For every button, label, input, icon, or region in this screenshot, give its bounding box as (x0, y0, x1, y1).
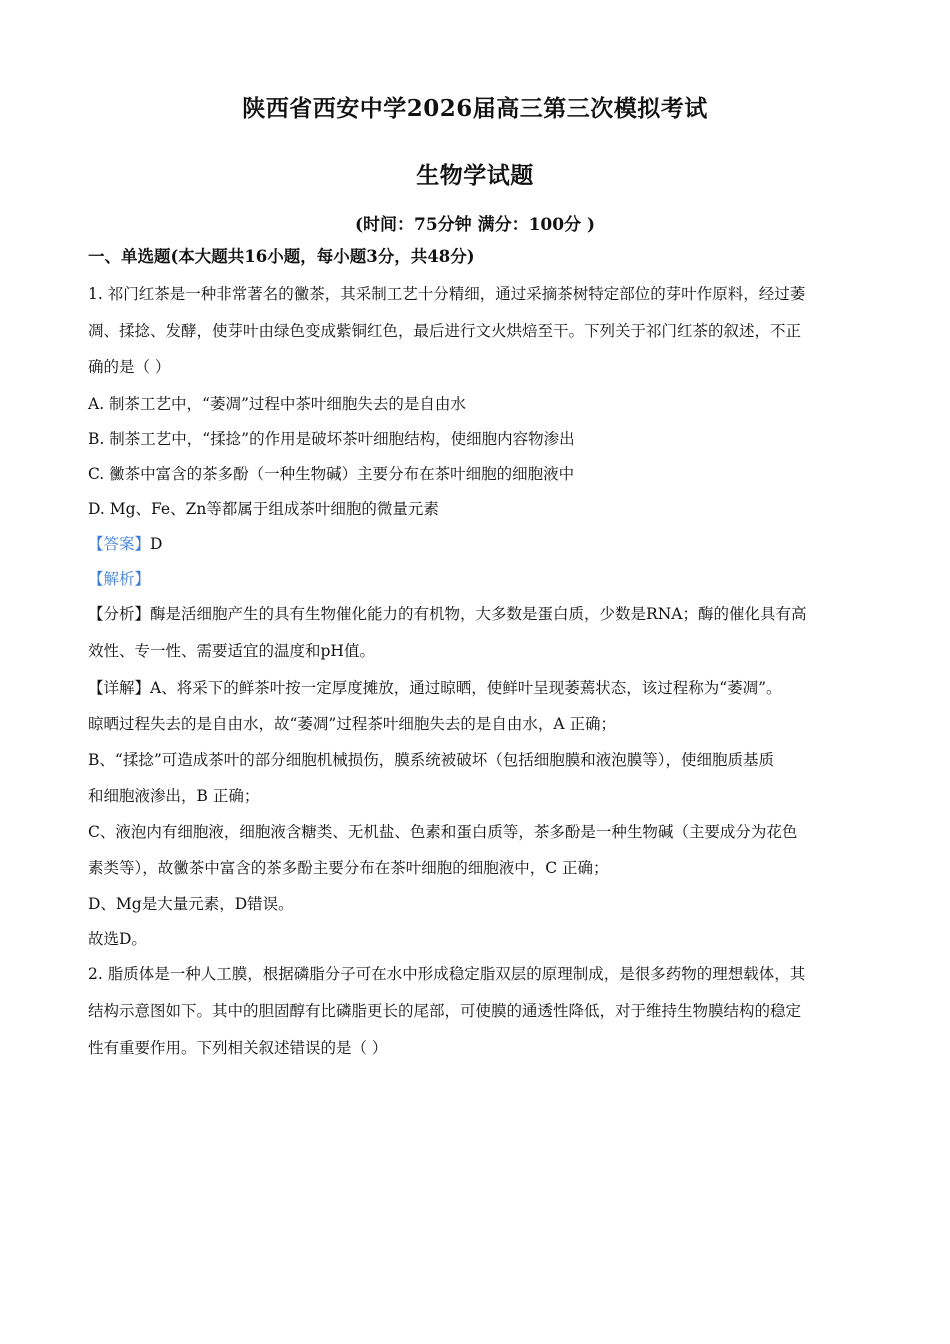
q1-stem-line-3: 确的是（ ） (88, 358, 171, 376)
analysis-line-2: 效性、专一性、需要适宜的温度和pH值。 (88, 642, 375, 660)
analysis-text-1: 酶是活细胞产生的具有生物催化能力的有机物，大多数是蛋白质，少数是RNA；酶的催化具有高 (150, 605, 807, 623)
q1-option-b: B. 制茶工艺中，“揉捻”的作用是破坏茶叶细胞结构，使细胞内容物渗出 (88, 430, 575, 448)
detail-line-6: 素类等），故黴茶中富含的茶多酚主要分布在茶叶细胞的细胞液中，C 正确； (88, 859, 609, 877)
q2-stem-line-2: 结构示意图如下。其中的胆固醇有比磷脂更长的尾部，可使膜的通透性降低，对于维持生物膜结构的稳定 (88, 1002, 802, 1020)
detail-line-4: 和细胞液渗出，B 正确； (88, 787, 260, 805)
answer-tag: 【答案】 (88, 535, 151, 553)
q1-option-a: A. 制茶工艺中，“萎凋”过程中茶叶细胞失去的是自由水 (88, 395, 466, 413)
answer-value: D (150, 535, 163, 553)
q1-stem-line-2: 凋、揉捻、发酵，使芽叶由绿色变成紫铜红色，最后进行文火烘焙至干。下列关于祁门红茶的叙述，不正 (88, 322, 802, 340)
q1-option-d: D. Mg、Fe、Zn等都属于组成茶叶细胞的微量元素 (88, 500, 439, 518)
q1-option-c: C. 黴茶中富含的茶多酚（一种生物碱）主要分布在茶叶细胞的细胞液中 (88, 465, 575, 483)
section-heading: 一、单选题(本大题共16小题，每小题3分，共48分) (88, 247, 475, 266)
q1-answer (88, 534, 868, 554)
analysis-line-1 (88, 604, 868, 624)
detail-line-8: 故选D。 (88, 930, 147, 948)
detail-line-2: 晾晒过程失去的是自由水，故“萎凋”过程茶叶细胞失去的是自由水，A 正确； (88, 715, 616, 733)
exam-subtitle: 生物学试题 (416, 162, 534, 189)
detail-line-5: C、液泡内有细胞液，细胞液含糖类、无机盐、色素和蛋白质等，茶多酚是一种生物碱（主要成分为花色 (88, 823, 798, 841)
q2-stem-line-1: 2. 脂质体是一种人工膜，根据磷脂分子可在水中形成稳定脂双层的原理制成，是很多药物的理想载体，其 (88, 965, 806, 983)
q1-stem-line-1: 1. 祁门红茶是一种非常著名的黴茶，其采制工艺十分精细，通过采摘茶树特定部位的芽叶作原料，经过萎 (88, 285, 806, 303)
detail-line-1 (88, 678, 868, 698)
analysis-tag: 【解析】 (88, 570, 151, 588)
exam-meta: (时间：75分钟 满分：100分 ) (354, 215, 596, 235)
q2-stem-line-3: 性有重要作用。下列相关叙述错误的是（ ） (88, 1039, 388, 1057)
detail-text-1: A、将采下的鲜茶叶按一定厚度摊放，通过晾晒，使鲜叶呈现萎蔫状态，该过程称为“萎凋”。 (150, 679, 782, 697)
detail-label: 【详解】 (88, 679, 151, 697)
analysis-label: 【分析】 (88, 605, 151, 623)
detail-line-3: B、“揉捻”可造成茶叶的部分细胞机械损伤，膜系统被破坏（包括细胞膜和液泡膜等），使细胞质基质 (88, 751, 774, 769)
detail-line-7: D、Mg是大量元素，D错误。 (88, 895, 294, 913)
exam-title: 陕西省西安中学2026届高三第三次模拟考试 (242, 95, 708, 122)
